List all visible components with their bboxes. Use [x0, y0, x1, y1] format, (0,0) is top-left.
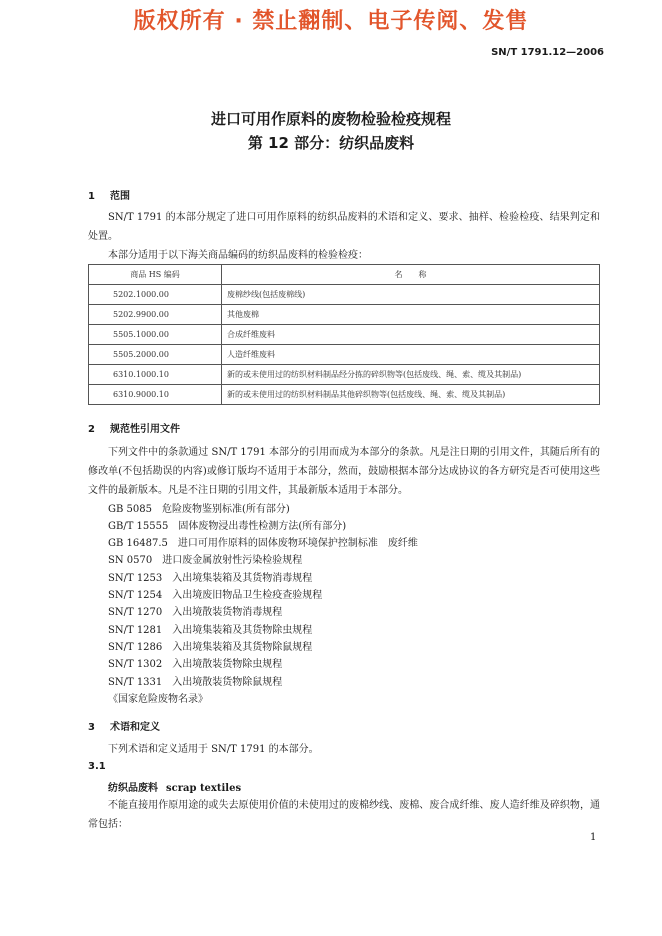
reference-item: SN/T 1254 入出境废旧物品卫生检疫查验规程: [108, 590, 323, 601]
section-3-heading: [88, 718, 160, 733]
copyright-watermark: 版权所有 · 禁止翻制、电子传阅、发售: [133, 9, 529, 34]
document-title: 进口可用作原料的废物检验检疫规程: [210, 110, 451, 128]
references-paragraph: 下列文件中的条款通过 SN/T 1791 本部分的引用而成为本部分的条款。凡是注日期的引用文件，其随后所有的修改单(不包括勘误的内容)或修订版均不适用于本部分，然而，鼓励根据本部分达成协议的各方研究是否可使用这些文件的最新版本。凡是不注日期的引用文件，其最新版本适用于本部分。: [88, 447, 600, 496]
hs-code-cell: 5505.1000.00: [89, 325, 222, 345]
name-cell: 合成纤维废料: [222, 325, 600, 345]
section-1-heading: [88, 187, 130, 202]
reference-item: SN/T 1331 入出境散装货物除鼠规程: [108, 677, 283, 688]
reference-item: SN/T 1302 入出境散装货物除虫规程: [108, 659, 283, 670]
scope-paragraph: SN/T 1791 的本部分规定了进口可用作原料的纺织品废料的术语和定义、要求、抽样、检验检疫、结果判定和处置。: [88, 212, 600, 242]
term-entry: [108, 779, 241, 794]
table-row: [89, 385, 600, 405]
name-cell: 人造纤维废料: [222, 345, 600, 365]
name-cell: 新的或未使用过的纺织材料制品其他碎织物等(包括废线、绳、索、缆及其制品): [222, 385, 600, 405]
name-cell: 其他废棉: [222, 305, 600, 325]
hs-code-cell: 5202.1000.00: [89, 285, 222, 305]
hs-code-cell: 5505.2000.00: [89, 345, 222, 365]
section-title: 规范性引用文件: [110, 424, 180, 435]
name-cell: 废棉纱线(包括废棉线): [222, 285, 600, 305]
reference-item: SN/T 1253 入出境集装箱及其货物消毒规程: [108, 573, 313, 584]
hs-code-cell: 6310.9000.10: [89, 385, 222, 405]
column-header-name: 名 称: [222, 265, 600, 285]
reference-item: GB/T 15555 固体废物浸出毒性检测方法(所有部分): [108, 521, 347, 532]
page-number: 1: [590, 832, 597, 843]
table-row: [89, 285, 600, 305]
hs-code-cell: 5202.9900.00: [89, 305, 222, 325]
clause-number: 3.1: [88, 761, 106, 772]
standard-code: SN/T 1791.12—2006: [491, 47, 604, 58]
table-row: [89, 345, 600, 365]
reference-item: 《国家危险废物名录》: [108, 694, 208, 705]
section-title: 范围: [110, 191, 130, 202]
reference-item: SN/T 1286 入出境集装箱及其货物除鼠规程: [108, 642, 313, 653]
table-row: [89, 365, 600, 385]
reference-item: GB 5085 危险废物鉴别标准(所有部分): [108, 504, 290, 515]
reference-item: SN/T 1281 入出境集装箱及其货物除虫规程: [108, 625, 313, 636]
section-number: 1: [88, 191, 95, 202]
table-header-row: [89, 265, 600, 285]
section-number: 2: [88, 424, 95, 435]
reference-item: GB 16487.5 进口可用作原料的固体废物环境保护控制标准 废纤维: [108, 538, 418, 549]
table-row: [89, 305, 600, 325]
term-definition: 不能直接用作原用途的或失去原使用价值的未使用过的废棉纱线、废棉、废合成纤维、废人造纤维及碎织物，通常包括：: [88, 800, 600, 830]
term-chinese: 纺织品废料: [108, 783, 158, 794]
hs-code-table: [88, 264, 600, 405]
column-header-hs-code: 商品 HS 编码: [89, 265, 222, 285]
name-cell: 新的或未使用过的纺织材料制品经分拣的碎织物等(包括废线、绳、索、缆及其制品): [222, 365, 600, 385]
document-subtitle: 第 12 部分：纺织品废料: [247, 134, 415, 152]
scope-applicability: 本部分适用于以下海关商品编码的纺织品废料的检验检疫：: [108, 250, 368, 261]
terms-paragraph: 下列术语和定义适用于 SN/T 1791 的本部分。: [108, 744, 319, 755]
hs-code-cell: 6310.1000.10: [89, 365, 222, 385]
section-title: 术语和定义: [110, 722, 160, 733]
term-english: scrap textiles: [166, 783, 242, 794]
reference-item: SN 0570 进口废金属放射性污染检验规程: [108, 555, 303, 566]
table-row: [89, 325, 600, 345]
section-2-heading: [88, 420, 180, 435]
section-number: 3: [88, 722, 95, 733]
reference-item: SN/T 1270 入出境散装货物消毒规程: [108, 607, 283, 618]
